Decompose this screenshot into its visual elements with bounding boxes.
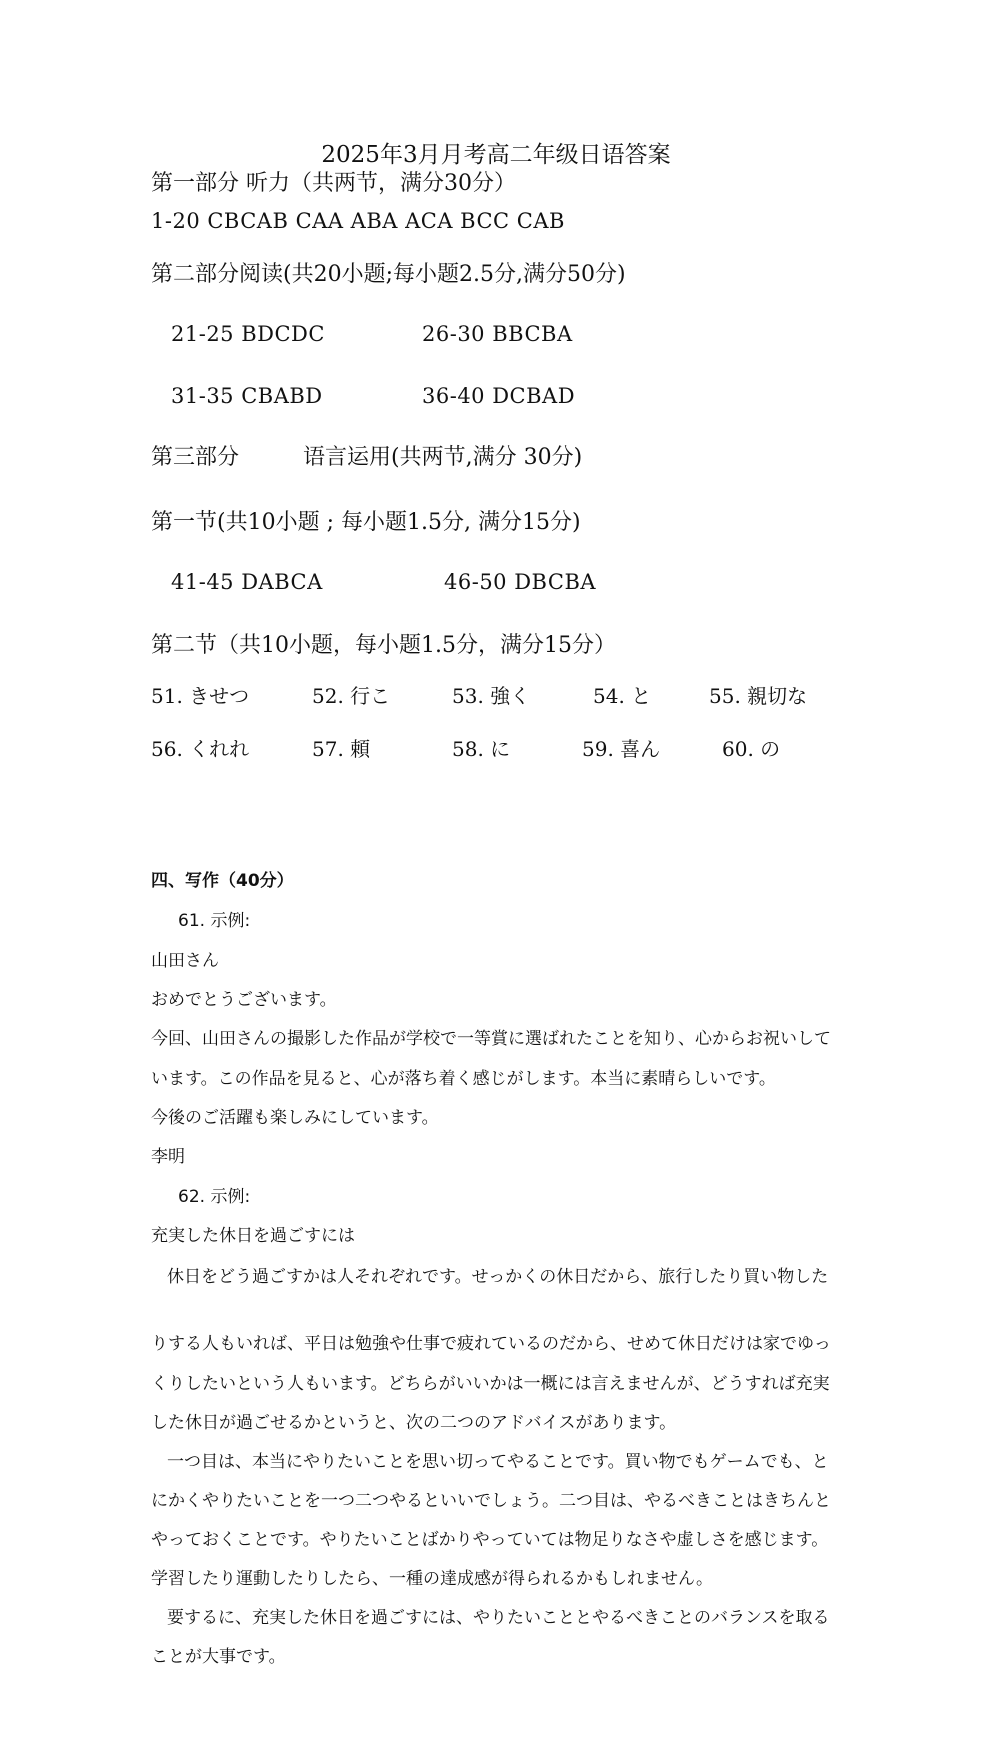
q61-line: 李明: [151, 1147, 185, 1167]
section2-heading: 第二节（共10小题，每小题1.5分，满分15分）: [151, 633, 616, 658]
q62-line: にかくやりたいことを一つ二つやるといいでしょう。二つ目は、やるべきことはきちんと: [151, 1491, 831, 1511]
answer-31-35: 31-35 CBABD: [171, 384, 323, 408]
answer-53: 53. 強く: [452, 684, 531, 708]
q62-title: 充実した休日を過ごすには: [151, 1226, 355, 1246]
answer-21-25: 21-25 BDCDC: [171, 322, 325, 346]
q62-line: やっておくことです。やりたいことばかりやっていては物足りなさや虚しさを感じます。: [151, 1530, 829, 1550]
answer-60: 60. の: [722, 737, 781, 761]
answer-55: 55. 親切な: [709, 684, 808, 708]
answer-26-30: 26-30 BBCBA: [422, 322, 573, 346]
q62-line: した休日が過ごせるかというと、次の二つのアドバイスがあります。: [151, 1413, 677, 1433]
answer-56: 56. くれれ: [151, 737, 250, 761]
q61-line: 今回、山田さんの撮影した作品が学校で一等賞に選ばれたことを知り、心からお祝いして: [151, 1029, 831, 1049]
section1-heading: 第一节(共10小题 ; 每小题1.5分, 满分15分): [151, 510, 581, 535]
part4-heading: 四、写作（40分）: [151, 871, 294, 891]
q61-line: 今後のご活躍も楽しみにしています。: [151, 1108, 439, 1128]
q61-line: います。この作品を見ると、心が落ち着く感じがします。本当に素晴らしいです。: [151, 1069, 776, 1089]
answer-51: 51. きせつ: [151, 684, 250, 708]
answer-36-40: 36-40 DCBAD: [422, 384, 576, 408]
q62-line: りする人もいれば、平日は勉強や仕事で疲れているのだから、せめて休日だけは家でゆっ: [151, 1334, 831, 1354]
answer-58: 58. に: [452, 737, 511, 761]
q62-line: 要するに、充実した休日を過ごすには、やりたいこととやるべきことのバランスを取る: [167, 1608, 830, 1628]
q62-line: 休日をどう過ごすかは人それぞれです。せっかくの休日だから、旅行したり買い物した: [167, 1267, 829, 1287]
q61-label: 61. 示例:: [178, 911, 251, 931]
q62-line: 学習したり運動したりしたら、一種の達成感が得られるかもしれません。: [151, 1569, 714, 1589]
q61-line: 山田さん: [151, 951, 219, 971]
part3-heading-label: 第三部分: [151, 445, 240, 470]
answer-46-50: 46-50 DBCBA: [444, 570, 597, 594]
answer-54: 54. と: [593, 684, 652, 708]
answer-41-45: 41-45 DABCA: [171, 570, 323, 594]
part1-heading: 第一部分 听力（共两节，满分30分）: [151, 171, 516, 196]
q62-label: 62. 示例:: [178, 1187, 251, 1207]
q62-line: くりしたいという人もいます。どちらがいいかは一概には言えませんが、どうすれば充実: [151, 1374, 830, 1394]
part2-heading: 第二部分阅读(共20小题;每小题2.5分,满分50分): [151, 262, 626, 287]
q62-line: 一つ目は、本当にやりたいことを思い切ってやることです。買い物でもゲームでも、と: [167, 1452, 829, 1472]
answer-57: 57. 頼: [312, 737, 371, 761]
part1-answers: 1-20 CBCAB CAA ABA ACA BCC CAB: [151, 209, 565, 233]
answer-59: 59. 喜ん: [582, 737, 661, 761]
page-title: 2025年3月月考高二年级日语答案: [321, 142, 671, 168]
answer-52: 52. 行こ: [312, 684, 391, 708]
part3-heading-detail: 语言运用(共两节,满分 30分): [303, 445, 583, 470]
q61-line: おめでとうございます。: [151, 990, 337, 1010]
q62-line: ことが大事です。: [151, 1647, 286, 1667]
